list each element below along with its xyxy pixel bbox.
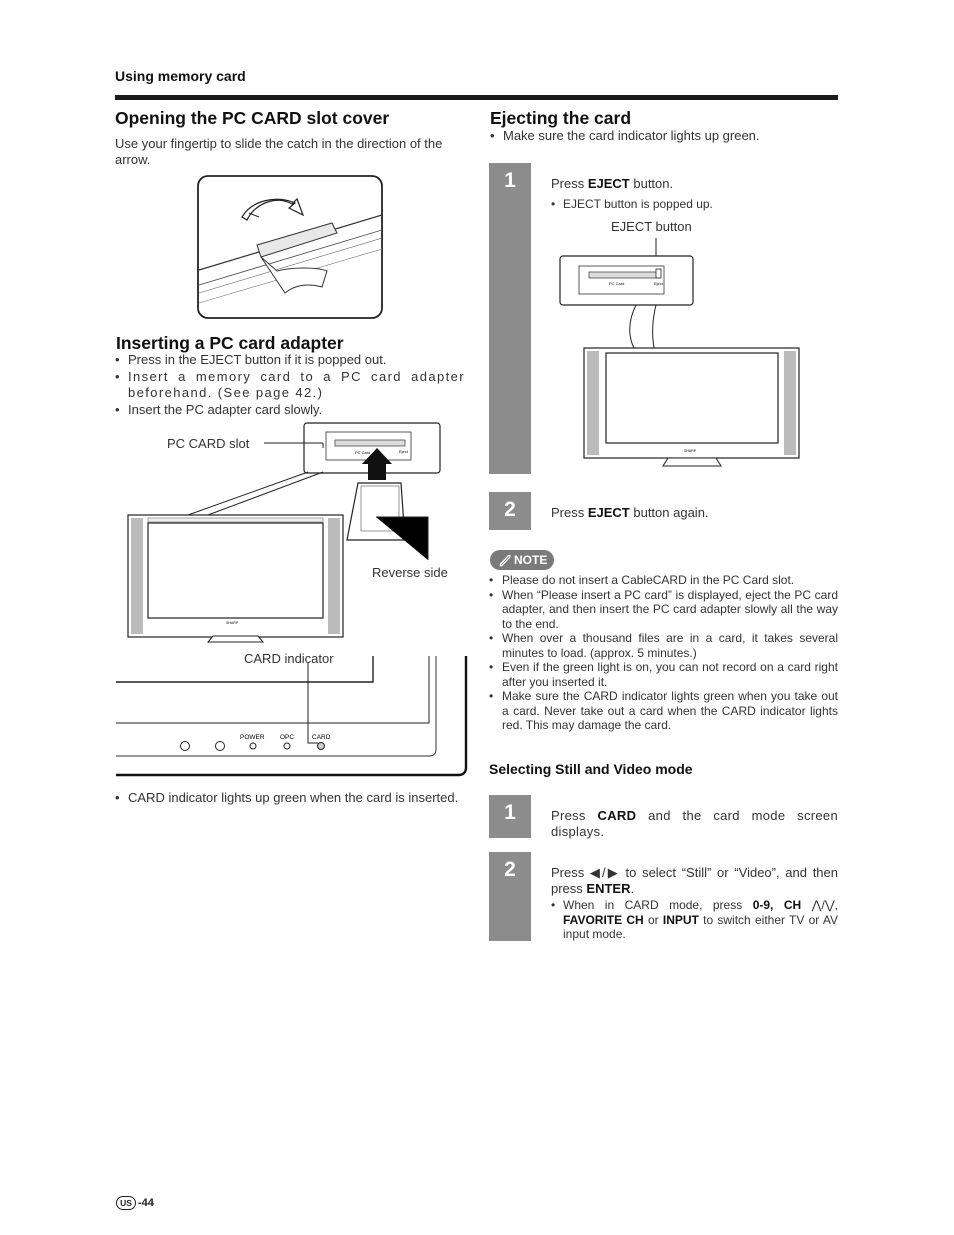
step-number: 1 bbox=[504, 801, 516, 824]
paperclip-icon bbox=[496, 553, 512, 567]
pc-card-tiny-label-r: PC Card bbox=[609, 281, 625, 286]
eject-step1-bar bbox=[489, 163, 531, 474]
sharp-tiny-label-left: SHARP bbox=[226, 621, 239, 625]
step-number: 2 bbox=[504, 858, 516, 881]
after-insert-bullet: • CARD indicator lights up green when the card is inserted. bbox=[115, 790, 465, 807]
opening-body: Use your fingertip to slide the catch in the direction of the arrow. bbox=[115, 136, 443, 167]
pc-card-tiny-label: PC Card bbox=[355, 450, 371, 455]
select-step2-sub: • When in CARD mode, press 0-9, CH ⋀/⋁, FAVORITE CH or INPUT to switch either TV or AV input mode. bbox=[551, 898, 838, 942]
card-panel-label: CARD bbox=[312, 734, 331, 741]
top-divider bbox=[115, 95, 838, 100]
step-number: 1 bbox=[504, 169, 516, 192]
region-badge: US bbox=[116, 1196, 136, 1210]
opc-panel-label: OPC bbox=[280, 734, 295, 741]
section-label: Using memory card bbox=[115, 68, 246, 84]
selecting-title: Selecting Still and Video mode bbox=[489, 761, 693, 777]
select-step1-text: Press CARD and the card mode screen displays. bbox=[551, 808, 838, 839]
eject-step1-text: Press EJECT button. bbox=[551, 176, 674, 191]
page-footer bbox=[116, 1196, 154, 1210]
after-insert-bullets bbox=[115, 790, 465, 807]
inserting-bullet: • Insert the PC adapter card slowly. bbox=[115, 402, 465, 419]
ejecting-intro-bullet: • Make sure the card indicator lights up green. bbox=[490, 128, 838, 145]
inserting-bullet: • Press in the EJECT button if it is popped out. bbox=[115, 352, 465, 369]
note-bullet: • Please do not insert a CableCARD in the PC Card slot. bbox=[489, 573, 838, 588]
eject-illustration bbox=[556, 236, 804, 476]
step-number: 2 bbox=[504, 498, 516, 521]
note-badge bbox=[490, 550, 554, 570]
ejecting-title: Ejecting the card bbox=[490, 108, 632, 128]
slot-cover-illustration bbox=[197, 175, 384, 320]
eject-button-label: EJECT button bbox=[611, 219, 692, 234]
select-step2-bar bbox=[489, 852, 531, 941]
inserting-bullets bbox=[115, 352, 465, 418]
pc-card-slot-label: PC CARD slot bbox=[167, 436, 250, 451]
eject-tiny-label-r: Eject bbox=[654, 281, 663, 286]
note-bullet: • When over a thousand files are in a card, it takes several minutes to load. (approx. 5 minutes.) bbox=[489, 631, 838, 660]
eject-step2-text: Press EJECT button again. bbox=[551, 505, 709, 520]
opening-title: Opening the PC CARD slot cover bbox=[115, 108, 390, 128]
select-step2-text: Press ◀/▶ to select “Still” or “Video”, and then press ENTER. bbox=[551, 865, 838, 896]
page-number: -44 bbox=[138, 1196, 154, 1209]
ejecting-intro bbox=[490, 128, 838, 145]
select-step1-bar bbox=[489, 795, 531, 838]
insert-card-illustration bbox=[113, 420, 473, 780]
note-label: NOTE bbox=[514, 553, 548, 567]
note-bullet: • Even if the green light is on, you can not record on a card right after you inserted it. bbox=[489, 660, 838, 689]
card-indicator-label: CARD indicator bbox=[244, 651, 334, 666]
note-bullet: • When “Please insert a PC card” is displayed, eject the PC card adapter, and then insert the PC card adapter slowly all the way to the end. bbox=[489, 588, 838, 632]
power-panel-label: POWER bbox=[240, 734, 265, 741]
eject-step1-sub: • EJECT button is popped up. bbox=[551, 197, 713, 212]
sharp-tiny-label-right: SHARP bbox=[684, 449, 697, 453]
note-bullets bbox=[489, 573, 838, 733]
inserting-bullet: • Insert a memory card to a PC card adapter beforehand. (See page 42.) bbox=[115, 369, 465, 402]
note-bullet: • Make sure the CARD indicator lights green when you take out a card. Never take out a card when the CARD indicator lights red. This may damage the card. bbox=[489, 689, 838, 733]
eject-tiny-label: Eject bbox=[399, 449, 408, 454]
reverse-side-label: Reverse side bbox=[372, 565, 448, 580]
eject-step2-bar bbox=[489, 492, 531, 530]
inserting-title: Inserting a PC card adapter bbox=[116, 333, 344, 353]
